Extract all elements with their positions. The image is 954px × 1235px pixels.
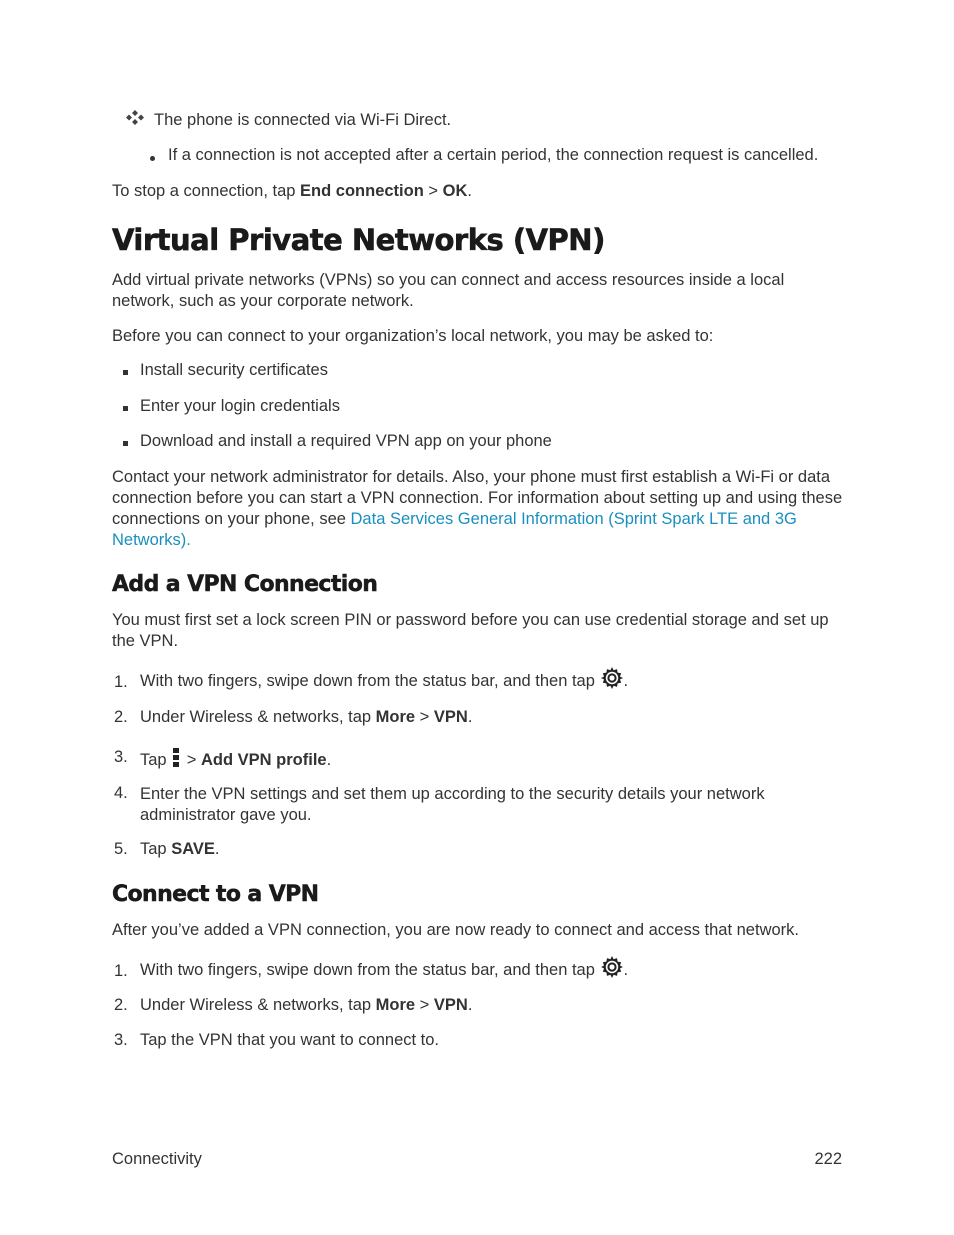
connect-vpn-intro: After you’ve added a VPN connection, you are now ready to connect and access that network. [112, 921, 799, 939]
step-number: 5. [114, 840, 128, 858]
round-bullet [150, 156, 155, 161]
vpn-contact-text: Contact your network administrator for details. Also, your phone must first establish a Wi-Fi or data connection before you can start a VPN connection. For information about setting up and using these connections on your phone, see Data Services General Information (Sprint Spark LTE and 3G Networks). [112, 468, 843, 549]
list-item: Download and install a required VPN app on your phone [140, 432, 552, 450]
vpn-before-text: Before you can connect to your organization’s local network, you may be asked to: [112, 327, 714, 345]
wifi-direct-status: The phone is connected via Wi-Fi Direct. [154, 111, 452, 129]
square-bullet [123, 406, 128, 411]
add-step-3: Tap > Add VPN profile. [140, 748, 331, 770]
data-services-link[interactable]: Data Services General Information (Sprint Spark LTE and 3G Networks) [112, 510, 797, 549]
add-step-1: With two fingers, swipe down from the status bar, and then tap . [140, 666, 628, 695]
connect-step-3: Tap the VPN that you want to connect to. [140, 1031, 440, 1049]
end-connection-label: End connection [300, 182, 424, 200]
ok-label: OK [442, 182, 468, 200]
add-step-2: Under Wireless & networks, tap More > VPN. [140, 708, 473, 726]
step-number: 1. [114, 673, 128, 691]
footer-section: Connectivity [112, 1150, 202, 1168]
step-number: 3. [114, 1031, 128, 1049]
square-bullet [123, 370, 128, 375]
step-number: 4. [114, 784, 128, 802]
add-step-4: Enter the VPN settings and set them up according to the security details your network administrator gave you. [140, 785, 765, 824]
vpn-intro: Add virtual private networks (VPNs) so you can connect and access resources inside a local network, such as your corporate network. [112, 271, 785, 310]
stop-connection-text: To stop a connection, tap End connection > OK. [112, 182, 472, 200]
step-number: 1. [114, 962, 128, 980]
settings-gear-icon [600, 666, 624, 695]
overflow-menu-icon [173, 748, 180, 768]
connection-timeout-note: If a connection is not accepted after a certain period, the connection request is cancelled. [168, 146, 819, 164]
list-item: Enter your login credentials [140, 397, 340, 415]
list-item: Install security certificates [140, 361, 328, 379]
add-vpn-intro: You must first set a lock screen PIN or password before you can use credential storage and set up the VPN. [112, 611, 829, 650]
step-number: 2. [114, 996, 128, 1014]
page-title: Virtual Private Networks (VPN) [112, 223, 605, 257]
step-number: 2. [114, 708, 128, 726]
add-step-5: Tap SAVE. [140, 840, 220, 858]
page-number: 222 [814, 1150, 842, 1168]
settings-gear-icon [600, 955, 624, 984]
connect-vpn-heading: Connect to a VPN [112, 882, 319, 907]
diamond-bullet-icon [126, 110, 144, 126]
add-vpn-heading: Add a VPN Connection [112, 572, 378, 597]
connect-step-2: Under Wireless & networks, tap More > VPN. [140, 996, 473, 1014]
step-number: 3. [114, 748, 128, 766]
square-bullet [123, 441, 128, 446]
connect-step-1: With two fingers, swipe down from the status bar, and then tap . [140, 955, 628, 984]
